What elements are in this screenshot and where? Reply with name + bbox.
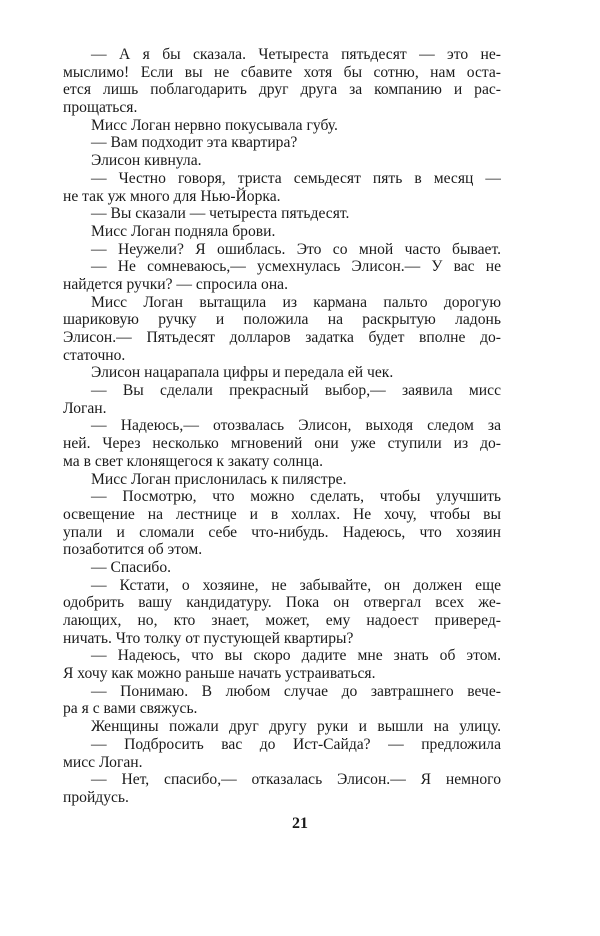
text-line: Элисон.— Пятьдесят долларов задатка будет вполне до-: [63, 329, 501, 346]
text-line: ется лишь поблагодарить друг друга за компанию и рас-: [63, 81, 501, 99]
text-line: — Вы сказали — четыреста пятьдесят.: [91, 205, 350, 223]
text-line: мисс Логан.: [63, 753, 143, 771]
text-line: освещение на лестнице и в холлах. Не хочу, чтобы вы: [63, 505, 501, 523]
text-line: позаботится об этом.: [63, 541, 203, 559]
text-line: — Надеюсь,— отозвалась Элисон, выходя следом за: [91, 417, 501, 435]
text-line: ней. Через несколько мгновений они уже ступили из до-: [63, 435, 501, 453]
text-line: найдется ручки? — спросила она.: [63, 275, 289, 293]
text-line: — Нет, спасибо,— отказалась Элисон.— Я немного: [91, 771, 501, 789]
text-line: — Не сомневаюсь,— усмехнулась Элисон.— У вас не: [91, 258, 501, 276]
text-line: — Посмотрю, что можно сделать, чтобы улучшить: [91, 488, 501, 506]
text-line: — Вы сделали прекрасный выбор,— заявила мисс: [91, 382, 501, 400]
text-line: — Честно говоря, триста семьдесят пять в месяц —: [91, 169, 501, 187]
text-line: пройдусь.: [63, 788, 129, 806]
text-line: Логан.: [63, 399, 107, 417]
text-line: мыслимо! Если вы не сбавите хотя бы сотню, нам оста-: [63, 63, 501, 81]
text-line: Элисон кивнула.: [91, 152, 202, 170]
text-line: прощаться.: [63, 99, 138, 117]
page-number: 21: [292, 815, 308, 832]
text-line: статочно.: [63, 346, 126, 364]
text-line: — Понимаю. В любом случае до завтрашнего вече-: [91, 682, 501, 700]
text-line: Элисон нацарапала цифры и передала ей чек.: [91, 364, 394, 382]
text-line: Мисс Логан подняла брови.: [91, 222, 276, 240]
text-line: — А я бы сказала. Четыреста пятьдесят — это не-: [91, 46, 501, 63]
text-line: упали и сломали себе что-нибудь. Надеюсь, что хозяин: [63, 523, 501, 541]
text-line: Мисс Логан нервно покусывала губу.: [91, 116, 338, 134]
text-line: Мисс Логан вытащила из кармана пальто дорогую: [91, 293, 501, 311]
text-line: — Неужели? Я ошиблась. Это со мной часто бывает.: [91, 240, 501, 258]
text-line: лающих, но, кто знает, может, ему надоест приверед-: [63, 612, 501, 629]
text-line: — Спасибо.: [91, 558, 172, 576]
text-line: Женщины пожали друг другу руки и вышли на улицу.: [91, 718, 501, 736]
text-line: Мисс Логан прислонилась к пилястре.: [91, 470, 347, 488]
text-line: — Кстати, о хозяине, не забывайте, он должен еще: [91, 576, 501, 594]
text-line: — Надеюсь, что вы скоро дадите мне знать об этом.: [91, 647, 501, 665]
text-line: шариковую ручку и положила на раскрытую ладонь: [63, 311, 501, 329]
text-line: ничать. Что толку от пустующей квартиры?: [63, 629, 354, 647]
page-text: [63, 46, 501, 807]
text-line: ма в свет клонящегося к закату солнца.: [63, 452, 323, 470]
text-line: — Подбросить вас до Ист-Сайда? — предложила: [91, 735, 501, 753]
text-line: Я хочу как можно раньше начать устраиваться.: [63, 665, 376, 683]
text-line: одобрить вашу кандидатуру. Пока он отвергал всех же-: [63, 594, 501, 612]
text-line: ра я с вами свяжусь.: [63, 700, 198, 718]
text-line: — Вам подходит эта квартира?: [91, 134, 298, 152]
text-line: не так уж много для Нью-Йорка.: [63, 187, 281, 205]
